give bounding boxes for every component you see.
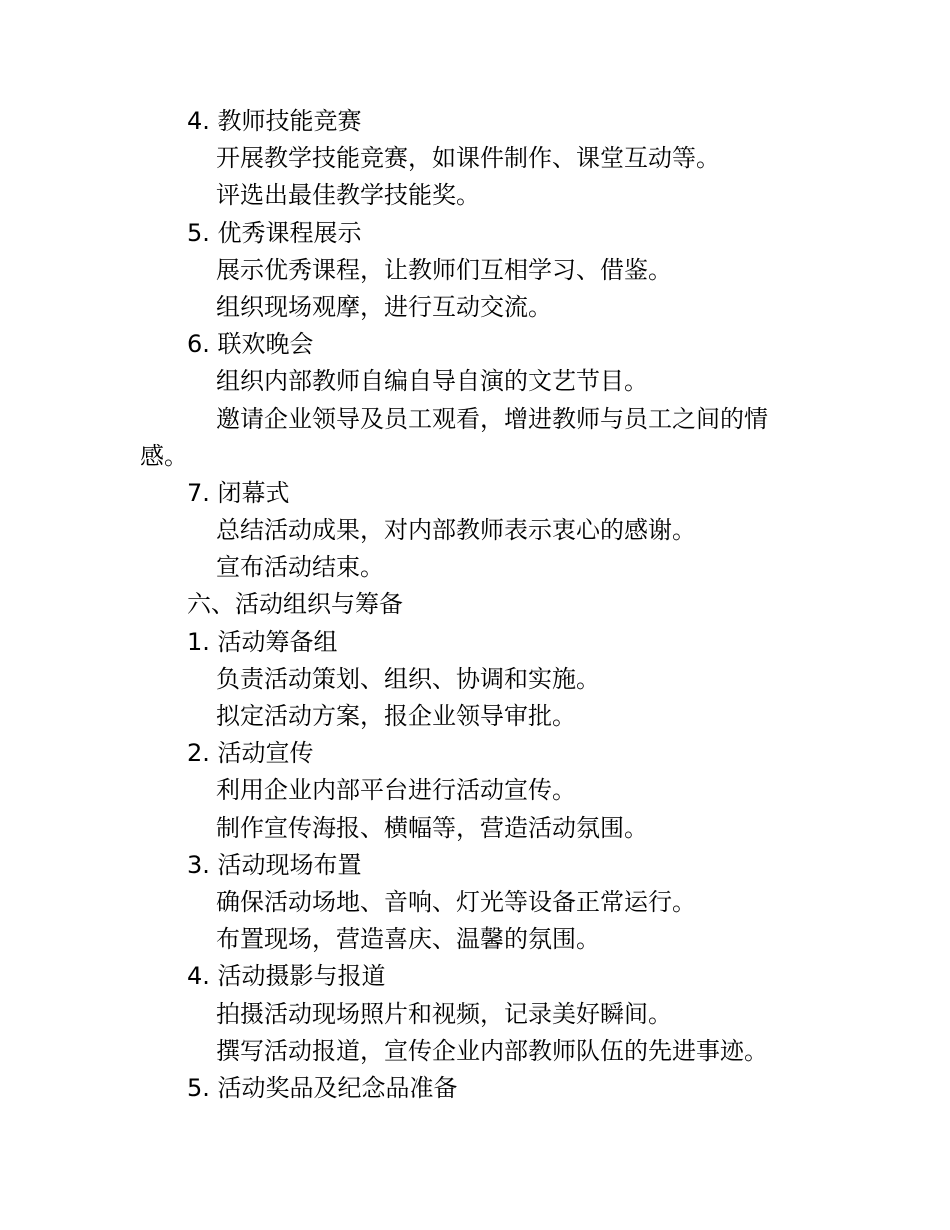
paragraph-line: 评选出最佳教学技能奖。 xyxy=(216,181,480,210)
paragraph-line: 撰写活动报道，宣传企业内部教师队伍的先进事迹。 xyxy=(216,1036,768,1065)
section-heading: 1. 活动筹备组 xyxy=(187,627,338,656)
paragraph-line: 邀请企业领导及员工观看，增进教师与员工之间的情 xyxy=(216,404,768,433)
section-heading: 4. 活动摄影与报道 xyxy=(187,962,386,991)
document-body xyxy=(0,103,950,1107)
paragraph-line: 制作宣传海报、横幅等，营造活动氛围。 xyxy=(216,813,648,842)
paragraph-line: 拟定活动方案，报企业领导审批。 xyxy=(216,702,576,730)
paragraph-line: 宣布活动结束。 xyxy=(216,553,384,582)
section-heading: 6. 联欢晚会 xyxy=(187,330,314,359)
paragraph-line: 组织内部教师自编自导自演的文艺节目。 xyxy=(216,367,648,396)
paragraph-line: 确保活动场地、音响、灯光等设备正常运行。 xyxy=(216,887,696,916)
section-heading: 7. 闭幕式 xyxy=(187,478,290,507)
paragraph-line: 组织现场观摩，进行互动交流。 xyxy=(216,292,552,321)
paragraph-continuation: 感。 xyxy=(140,441,188,470)
section-heading: 5. 活动奖品及纪念品准备 xyxy=(187,1073,458,1102)
paragraph-line: 布置现场，营造喜庆、温馨的氛围。 xyxy=(216,925,600,954)
section-heading: 2. 活动宣传 xyxy=(187,739,314,768)
paragraph-line: 拍摄活动现场照片和视频，记录美好瞬间。 xyxy=(216,999,672,1028)
section-heading: 4. 教师技能竞赛 xyxy=(187,107,362,135)
section-heading: 六、活动组织与筹备 xyxy=(187,590,403,619)
paragraph-line: 总结活动成果，对内部教师表示衷心的感谢。 xyxy=(216,516,696,545)
paragraph-line: 展示优秀课程，让教师们互相学习、借鉴。 xyxy=(216,255,672,284)
section-heading: 5. 优秀课程展示 xyxy=(187,218,362,247)
paragraph-line: 开展教学技能竞赛，如课件制作、课堂互动等。 xyxy=(216,144,720,173)
section-heading: 3. 活动现场布置 xyxy=(187,850,362,879)
paragraph-line: 负责活动策划、组织、协调和实施。 xyxy=(216,664,600,693)
paragraph-line: 利用企业内部平台进行活动宣传。 xyxy=(216,776,576,805)
